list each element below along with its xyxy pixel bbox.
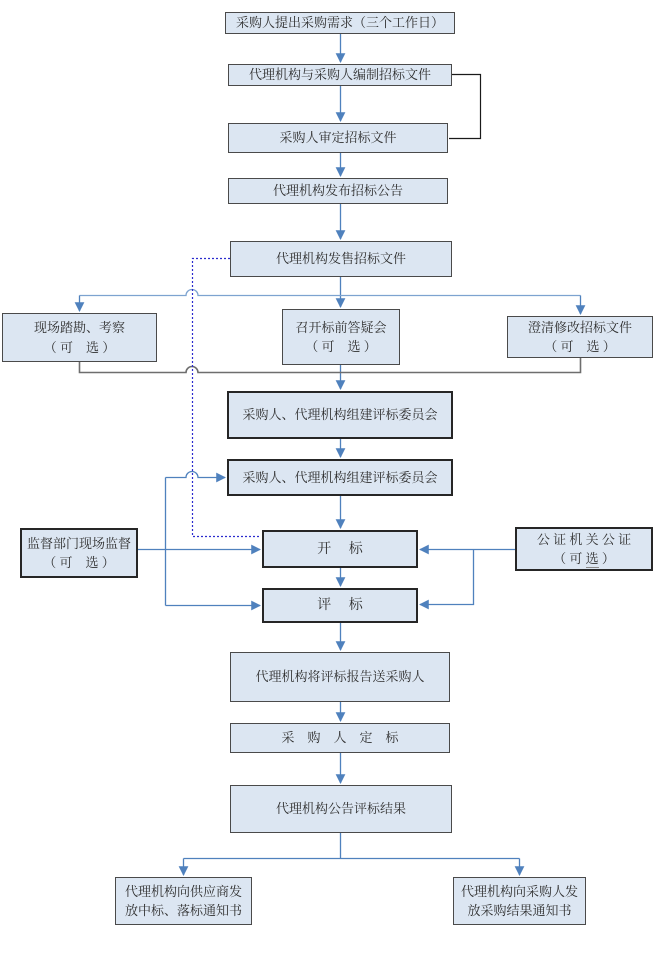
node-committee2-label: 采购人、代理机构组建评标委员会 [242, 469, 438, 485]
node-notify-purchaser-line2: 放采购结果通知书 [467, 903, 572, 918]
node-notary-optional-pre: （ 可 [553, 551, 586, 566]
node-survey-label: 现场踏勘、考察 [33, 320, 125, 335]
node-committee1 [227, 391, 453, 439]
node-award-label: 采 购 人 定 标 [281, 730, 399, 746]
node-evaluate-label: 评 标 [317, 598, 363, 613]
node-prepare-label: 代理机构与采购人编制招标文件 [248, 67, 431, 83]
optional-branch-lines [80, 290, 581, 296]
node-open-bid-label: 开 标 [317, 541, 363, 557]
node-committee1-label: 采购人、代理机构组建评标委员会 [242, 407, 438, 423]
node-notary-label: 公 证 机 关 公 证 [536, 531, 632, 547]
node-announce [228, 178, 448, 204]
node-notary-optional-post: ） [598, 551, 615, 566]
node-supervise-optional: （ 可 选 ） [43, 555, 115, 570]
node-survey-optional: （ 可 选 ） [43, 339, 116, 355]
node-committee2 [227, 459, 453, 496]
node-notary-optional-underlined: 选 [585, 551, 599, 566]
node-supervise [20, 528, 138, 578]
node-publish [230, 785, 452, 833]
node-announce-label: 代理机构发布招标公告 [272, 183, 403, 199]
node-sell [230, 241, 452, 277]
node-clarify-optional: （ 可 选 ） [544, 339, 616, 354]
node-notify-supplier [115, 877, 252, 925]
revision-loop-line [449, 75, 481, 139]
node-report-label: 代理机构将评标报告送采购人 [255, 669, 425, 685]
node-sell-label: 代理机构发售招标文件 [275, 251, 406, 267]
node-qa-optional: （ 可 选 ） [305, 339, 377, 354]
node-survey [2, 313, 157, 362]
node-open-bid [262, 530, 418, 568]
node-review [228, 123, 448, 153]
bottom-split-lines [184, 833, 520, 875]
node-report [230, 652, 450, 702]
node-qa-label: 召开标前答疑会 [295, 319, 387, 335]
node-notify-purchaser-line1: 代理机构向采购人发 [460, 883, 578, 899]
node-publish-label: 代理机构公告评标结果 [275, 801, 406, 817]
node-demand [225, 12, 455, 34]
node-supervise-label: 监督部门现场监督 [26, 535, 131, 551]
node-notify-supplier-line1: 代理机构向供应商发 [124, 883, 242, 899]
node-notary-optional [553, 549, 615, 569]
node-award [230, 723, 450, 753]
node-notary [515, 527, 653, 571]
node-notify-purchaser [453, 877, 586, 925]
node-evaluate [262, 588, 418, 623]
node-prepare [228, 64, 452, 86]
node-notify-supplier-line2: 放中标、落标通知书 [124, 903, 242, 918]
node-clarify-label: 澄清修改招标文件 [527, 319, 632, 335]
notary-lines [420, 550, 515, 605]
node-clarify [507, 316, 653, 358]
node-review-label: 采购人审定招标文件 [279, 130, 397, 146]
node-qa [282, 309, 400, 365]
node-demand-label: 采购人提出采购需求（三个工作日） [235, 15, 444, 31]
